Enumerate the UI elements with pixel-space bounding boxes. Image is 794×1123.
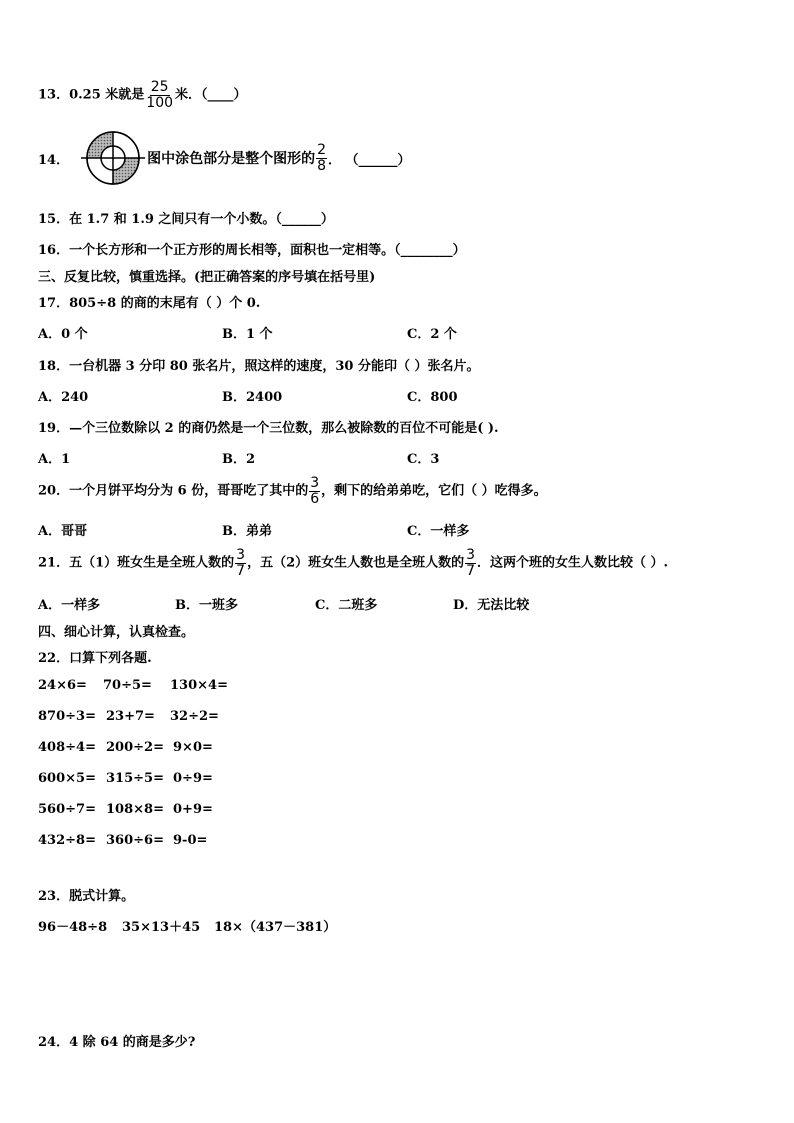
question-20 xyxy=(38,476,547,506)
question-text: 脱式计算。 xyxy=(69,889,135,904)
question-17 xyxy=(38,292,260,311)
fraction xyxy=(465,548,476,578)
option-a[interactable]: A．哥哥 xyxy=(38,524,88,539)
question-number: 20． xyxy=(38,483,70,499)
section-heading-3: 三、反复比较，慎重选择。(把正确答案的序号填在括号里) xyxy=(38,270,376,285)
question-text-middle: ，五（2）班女生人数也是全班人数的 xyxy=(247,555,465,571)
question-text: 4 除 64 的商是多少? xyxy=(69,1035,196,1050)
option-a[interactable]: A．240 xyxy=(38,390,89,405)
question-21 xyxy=(38,548,668,578)
option-a[interactable]: A．1 xyxy=(38,452,71,467)
question-number: 22． xyxy=(38,651,70,666)
expression-item: 35×13＋45 xyxy=(122,920,201,935)
shaded-circle-figure xyxy=(79,130,147,186)
question-13 xyxy=(38,80,247,110)
calc-item: 408÷4= xyxy=(38,740,96,755)
question-text: 口算下列各题. xyxy=(69,651,152,666)
option-c[interactable]: C．800 xyxy=(407,390,458,405)
option-b[interactable]: B．弟弟 xyxy=(222,524,272,539)
fraction-numerator: 3 xyxy=(466,547,476,563)
question-text: 一个月饼平均分为 6 份，哥哥吃了其中的 xyxy=(69,483,309,499)
fraction-numerator: 3 xyxy=(310,475,320,491)
question-text-end: ，剩下的给弟弟吃，它们（ ）吃得多。 xyxy=(321,483,547,499)
question-number: 13． xyxy=(38,87,70,103)
question-number: 24． xyxy=(38,1035,70,1050)
question-number: 17． xyxy=(38,296,70,311)
calc-item: 0+9= xyxy=(173,802,213,817)
option-a[interactable]: A．0 个 xyxy=(38,327,88,342)
calc-item: 108×8= xyxy=(106,802,164,817)
calc-item: 200÷2= xyxy=(106,740,164,755)
question-text-end: ． （______） xyxy=(328,152,411,168)
question-14 xyxy=(38,130,411,186)
fraction xyxy=(316,143,327,173)
calc-item: 360÷6= xyxy=(106,833,164,848)
fraction-numerator: 25 xyxy=(150,79,169,95)
fraction xyxy=(235,548,246,578)
question-text: 0.25 米就是 xyxy=(69,87,145,103)
fraction-denominator: 7 xyxy=(466,562,476,579)
question-23 xyxy=(38,885,134,904)
question-15 xyxy=(38,208,334,227)
question-text-end: 米．（____） xyxy=(175,87,247,103)
option-d[interactable]: D．无法比较 xyxy=(453,598,530,613)
question-text: 805÷8 的商的末尾有（ ）个 0. xyxy=(69,296,261,311)
question-24 xyxy=(38,1031,195,1050)
question-text: 五（1）班女生是全班人数的 xyxy=(69,555,235,571)
option-a[interactable]: A．一样多 xyxy=(38,598,101,613)
option-b[interactable]: B．2400 xyxy=(222,390,283,405)
fraction-numerator: 3 xyxy=(236,547,246,563)
question-number: 18． xyxy=(38,359,70,374)
question-number: 19． xyxy=(38,421,70,436)
question-text: —个三位数除以 2 的商仍然是一个三位数，那么被除数的百位不可能是( ). xyxy=(69,421,499,436)
calc-item: 315÷5= xyxy=(106,771,164,786)
option-c[interactable]: C．二班多 xyxy=(315,598,378,613)
question-19 xyxy=(38,417,499,436)
calc-item: 870÷3= xyxy=(38,709,96,724)
calc-item: 23+7= xyxy=(106,709,155,724)
option-c[interactable]: C．一样多 xyxy=(407,524,470,539)
option-c[interactable]: C．3 xyxy=(407,452,440,467)
option-b[interactable]: B．一班多 xyxy=(175,598,238,613)
question-number: 21． xyxy=(38,555,70,571)
question-number: 23． xyxy=(38,889,70,904)
fraction-denominator: 100 xyxy=(146,94,174,111)
fraction-numerator: 2 xyxy=(317,141,327,158)
calc-item: 0÷9= xyxy=(173,771,213,786)
option-b[interactable]: B．1 个 xyxy=(222,327,273,342)
question-number: 15． xyxy=(38,212,70,227)
question-18 xyxy=(38,355,479,374)
calc-item: 70÷5= xyxy=(103,678,152,693)
question-text: 一台机器 3 分印 80 张名片，照这样的速度，30 分能印（ ）张名片。 xyxy=(69,359,480,374)
calc-item: 24×6= xyxy=(38,678,87,693)
expression-item: 96－48÷8 xyxy=(38,920,108,935)
fraction xyxy=(309,476,320,506)
calc-item: 32÷2= xyxy=(170,709,219,724)
fraction-denominator: 8 xyxy=(317,157,327,174)
fraction-denominator: 7 xyxy=(236,562,246,579)
calc-item: 9-0= xyxy=(173,833,208,848)
fraction-denominator: 6 xyxy=(310,490,320,507)
question-text: 图中涂色部分是整个图形的 xyxy=(147,151,316,167)
calc-item: 560÷7= xyxy=(38,802,96,817)
calc-item: 600×5= xyxy=(38,771,96,786)
fraction xyxy=(145,80,174,110)
question-text: 在 1.7 和 1.9 之间只有一个小数。（______） xyxy=(69,212,334,227)
question-text-end: ．这两个班的女生人数比较（ ）. xyxy=(477,555,669,571)
calc-item: 9×0= xyxy=(173,740,213,755)
option-b[interactable]: B．2 xyxy=(222,452,256,467)
question-text: 一个长方形和一个正方形的周长相等，面积也一定相等。（________） xyxy=(69,243,466,258)
question-16 xyxy=(38,239,466,258)
option-c[interactable]: C．2 个 xyxy=(407,327,457,342)
question-number: 16． xyxy=(38,243,70,258)
calc-item: 432÷8= xyxy=(38,833,96,848)
question-22 xyxy=(38,647,152,666)
calc-item: 130×4= xyxy=(170,678,228,693)
expression-item: 18×（437－381） xyxy=(214,920,337,935)
question-number: 14． xyxy=(38,152,70,168)
section-heading-4: 四、细心计算，认真检查。 xyxy=(38,625,195,640)
